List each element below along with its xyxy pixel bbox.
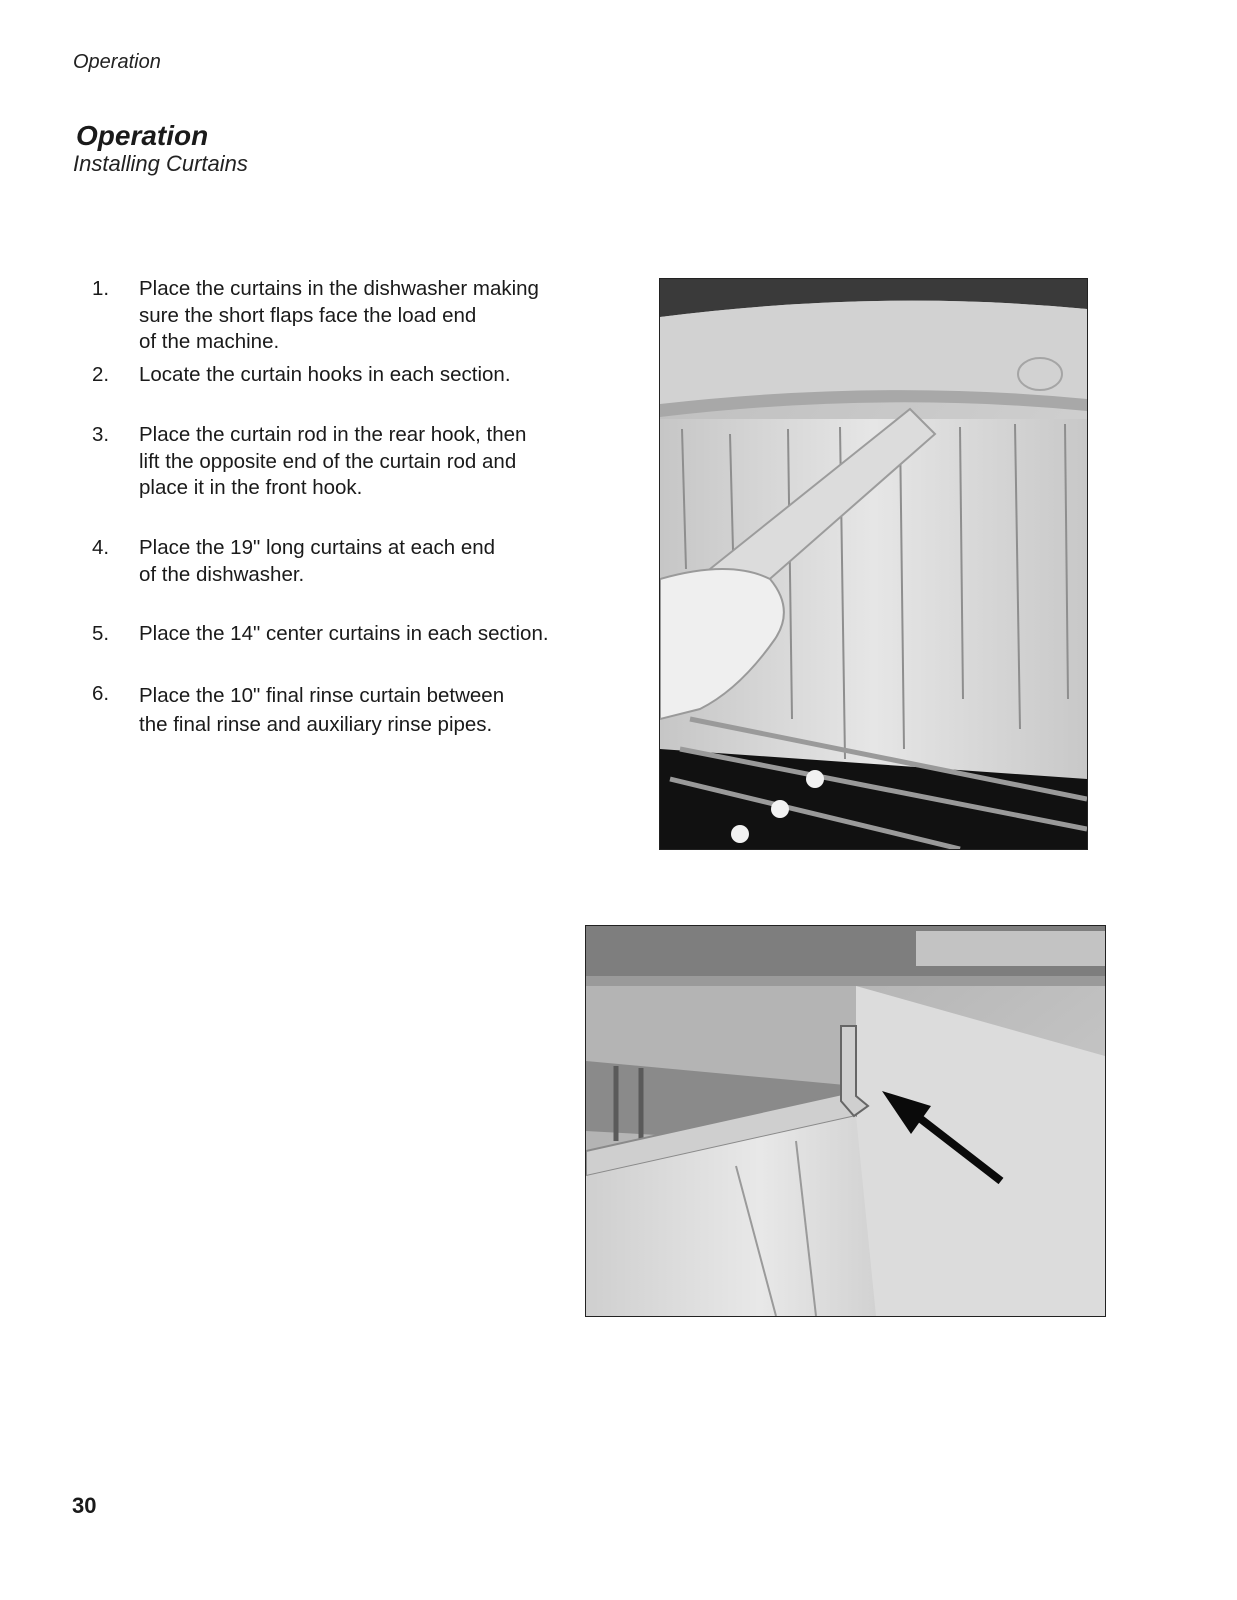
step-text bbox=[139, 621, 619, 648]
step-line: of the dishwasher. bbox=[139, 562, 305, 586]
step-line: Place the curtains in the dishwasher making bbox=[139, 277, 539, 300]
step-number: 1. bbox=[92, 277, 110, 300]
step-line: of the machine. bbox=[139, 330, 280, 353]
step-text bbox=[139, 422, 619, 502]
step-line: Place the 14" center curtains in each section. bbox=[139, 622, 549, 645]
curtain-installation-photo bbox=[659, 278, 1088, 850]
step-text bbox=[139, 362, 619, 389]
step-number: 3. bbox=[92, 423, 110, 446]
running-header: Operation bbox=[73, 51, 161, 73]
step-line: Place the curtain rod in the rear hook, then bbox=[139, 423, 527, 446]
step-line: Locate the curtain hooks in each section. bbox=[139, 363, 511, 386]
step-number: 2. bbox=[92, 363, 110, 386]
step-line: place it in the front hook. bbox=[139, 476, 363, 499]
step-line: lift the opposite end of the curtain rod and bbox=[139, 449, 517, 473]
section-title: Operation bbox=[76, 120, 209, 151]
section-subtitle: Installing Curtains bbox=[73, 151, 248, 176]
step-text bbox=[139, 276, 619, 356]
step-number: 6. bbox=[92, 682, 110, 705]
curtain-hook-photo bbox=[585, 925, 1106, 1317]
step-number: 5. bbox=[92, 622, 110, 645]
step-line: sure the short flaps face the load end bbox=[139, 303, 477, 327]
curtain-installation-illustration bbox=[660, 279, 1087, 849]
step-text bbox=[139, 535, 619, 588]
step-line: Place the 19" long curtains at each end bbox=[139, 536, 496, 559]
step-line: the final rinse and auxiliary rinse pipes. bbox=[139, 713, 493, 736]
step-text bbox=[139, 681, 619, 739]
page-number: 30 bbox=[72, 1493, 97, 1518]
step-line: Place the 10" final rinse curtain between bbox=[139, 684, 505, 707]
step-number: 4. bbox=[92, 536, 110, 559]
curtain-hook-illustration bbox=[586, 926, 1105, 1316]
